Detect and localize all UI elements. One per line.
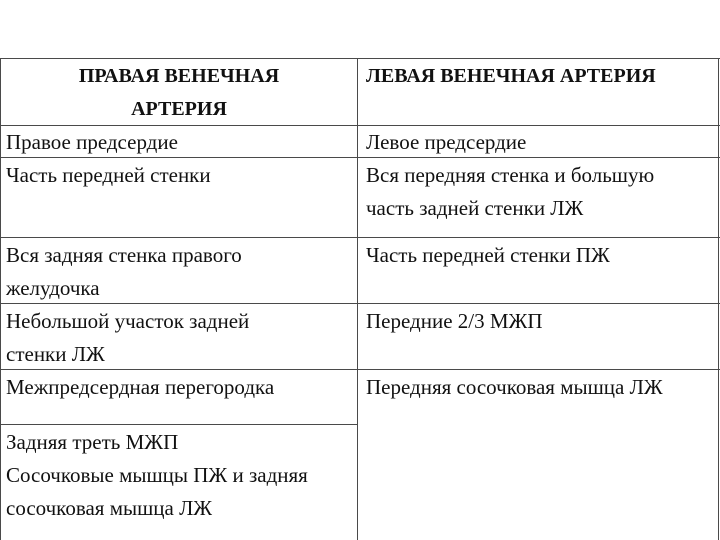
table-cell: Передние 2/3 МЖП bbox=[366, 309, 543, 333]
table-cell: Часть передней стенки ПЖ bbox=[366, 243, 610, 267]
table-cell: Правое предсердие bbox=[6, 130, 178, 154]
table-cell: Небольшой участок задней стенки ЛЖ bbox=[6, 309, 250, 366]
table-left-border bbox=[0, 58, 1, 540]
column-divider bbox=[357, 58, 358, 540]
table-cell: Левое предсердие bbox=[366, 130, 527, 154]
row-divider bbox=[0, 237, 720, 238]
table-top-border bbox=[0, 58, 720, 59]
table-cell: Часть передней стенки bbox=[6, 163, 211, 187]
table-cell: Вся передняя стенка и большую часть задней стенки ЛЖ bbox=[366, 163, 655, 220]
header-left-coronary-artery: ЛЕВАЯ ВЕНЕЧНАЯ АРТЕРИЯ bbox=[366, 65, 656, 87]
row-divider-left bbox=[0, 424, 358, 425]
table-right-border bbox=[718, 58, 719, 540]
table-cell: Передняя сосочковая мышца ЛЖ bbox=[366, 375, 663, 399]
header-right-coronary-artery: ПРАВАЯ ВЕНЕЧНАЯ АРТЕРИЯ bbox=[78, 65, 280, 120]
table-cell: Вся задняя стенка правого желудочка bbox=[6, 243, 242, 300]
table-cell: Межпредсердная перегородка bbox=[6, 375, 275, 399]
table-cell: Задняя треть МЖП Сосочковые мышцы ПЖ и задняя сосочковая мышца ЛЖ bbox=[6, 430, 308, 520]
